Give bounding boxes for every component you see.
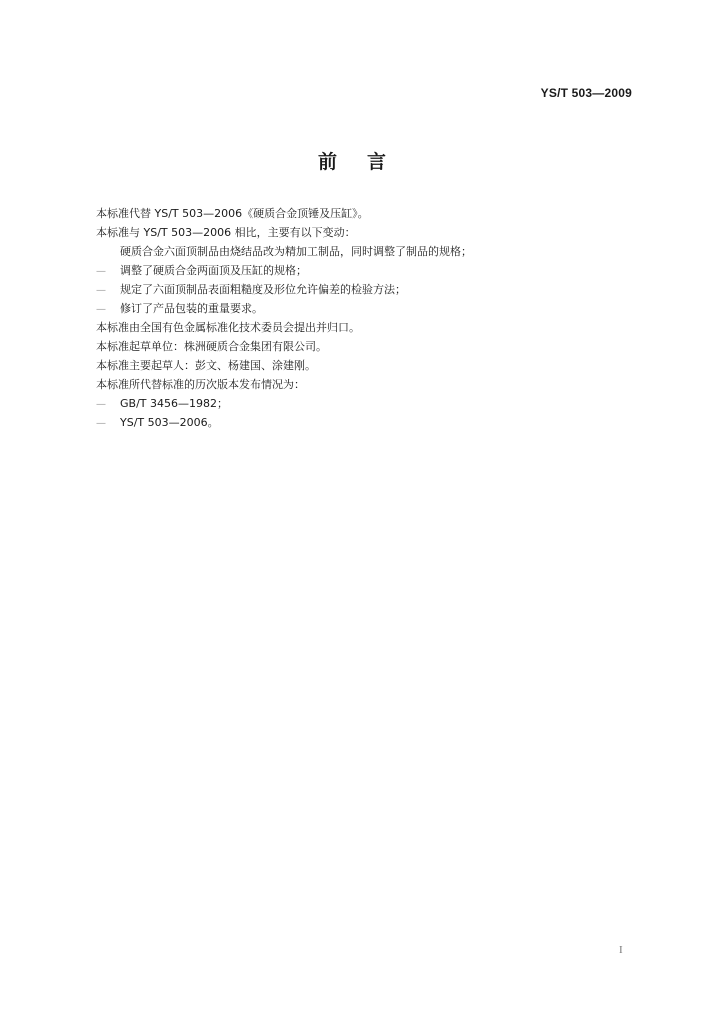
list-dash: — (96, 266, 106, 277)
change-item-text: 修订了产品包装的重量要求。 (120, 302, 263, 315)
history-item-text: GB/T 3456—1982； (120, 397, 228, 410)
list-dash: — (96, 399, 106, 410)
paragraph-changes-intro: 本标准与 YS/T 503—2006 相比，主要有以下变动： (96, 226, 356, 239)
history-item (96, 413, 636, 432)
foreword-body (96, 204, 636, 432)
paragraph-drafting-unit: 本标准起草单位：株洲硬质合金集团有限公司。 (96, 340, 327, 353)
change-item-text: 规定了六面顶制品表面粗糙度及形位允许偏差的检验方法； (120, 283, 406, 296)
paragraph-replaces: 本标准代替 YS/T 503—2006《硬质合金顶锤及压缸》。 (96, 207, 369, 220)
list-dash: — (96, 418, 106, 429)
standard-code-header: YS/T 503—2009 (540, 86, 632, 100)
paragraph-drafters: 本标准主要起草人：彭文、杨建国、涂建刚。 (96, 359, 316, 372)
history-item-text: YS/T 503—2006。 (120, 416, 219, 429)
change-item (96, 261, 636, 280)
change-item-text: 调整了硬质合金两面顶及压缸的规格； (120, 264, 307, 277)
change-item (96, 280, 636, 299)
change-item: 硬质合金六面顶制品由烧结品改为精加工制品，同时调整了制品的规格； (120, 245, 472, 258)
page-title: 前言 (317, 151, 416, 173)
list-dash: — (96, 304, 106, 315)
page-number: I (619, 944, 623, 956)
history-item (96, 394, 636, 413)
list-dash: — (96, 285, 106, 296)
change-item (96, 299, 636, 318)
paragraph-proposed-by: 本标准由全国有色金属标准化技术委员会提出并归口。 (96, 321, 360, 334)
paragraph-history-intro: 本标准所代替标准的历次版本发布情况为： (96, 378, 305, 391)
